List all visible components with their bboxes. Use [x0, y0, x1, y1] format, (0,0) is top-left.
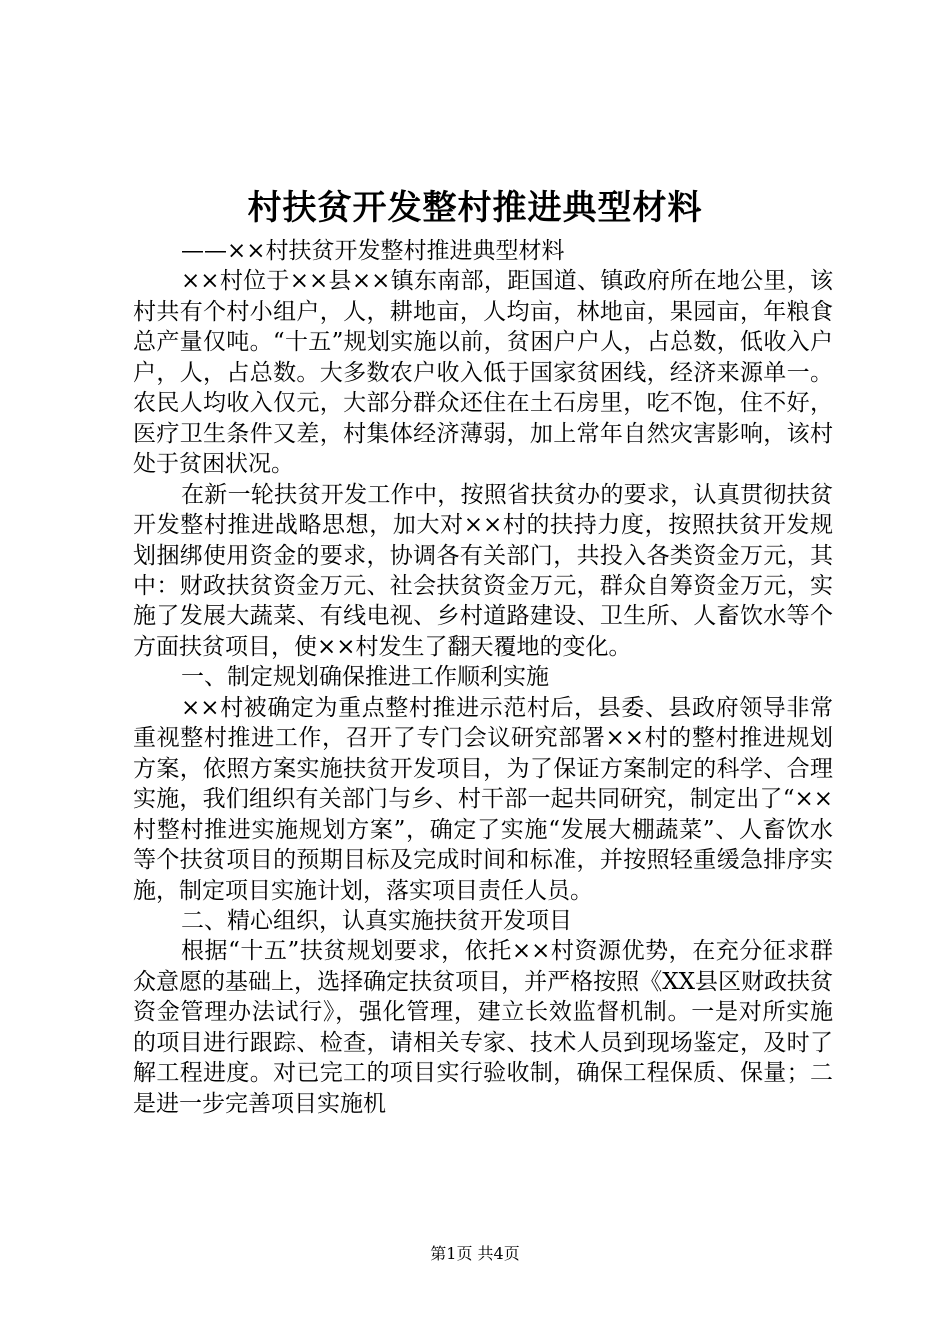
document-subtitle: ——××村扶贫开发整村推进典型材料: [181, 238, 565, 264]
section-heading-2: 二、精心组织，认真实施扶贫开发项目: [181, 907, 572, 934]
paragraph-implementation: 根据“十五”扶贫规划要求，依托××村资源优势，在充分征求群众意愿的基础上，选择确定扶贫项目，并严格按照《XX县区财政扶贫资金管理办法试行》，强化管理，建立长效监督机制。一是对所实施的项目进行跟踪、检查，请相关专家、技术人员到现场鉴定，及时了解工程进度。对已完工的项目实行验收制，确保工程保质、保量；二是进一步完善项目实施机: [133, 938, 833, 1117]
paragraph-village-overview: ××村位于××县××镇东南部，距国道、镇政府所在地公里，该村共有个村小组户，人，耕地亩，人均亩，林地亩，果园亩，年粮食总产量仅吨。“十五”规划实施以前，贫困户户人，占总数，低收入户户，人，占总数。大多数农户收入低于国家贫困线，经济来源单一。农民人均收入仅元，大部分群众还住在土石房里，吃不饱，住不好，医疗卫生条件又差，村集体经济薄弱，加上常年自然灾害影响，该村处于贫困状况。: [133, 268, 833, 478]
paragraph-poverty-alleviation-work: 在新一轮扶贫开发工作中，按照省扶贫办的要求，认真贯彻扶贫开发整村推进战略思想，加大对××村的扶持力度，按照扶贫开发规划捆绑使用资金的要求，协调各有关部门，共投入各类资金万元，其中：财政扶贫资金万元、社会扶贫资金万元，群众自筹资金万元，实施了发展大蔬菜、有线电视、乡村道路建设、卫生所、人畜饮水等个方面扶贫项目，使××村发生了翻天覆地的变化。: [133, 481, 833, 660]
document-body: [133, 236, 833, 1119]
section-heading-1: 一、制定规划确保推进工作顺利实施: [181, 664, 549, 691]
paragraph-planning: ××村被确定为重点整村推进示范村后，县委、县政府领导非常重视整村推进工作，召开了专门会议研究部署××村的整村推进规划方案，依照方案实施扶贫开发项目，为了保证方案制定的科学、合理实施，我们组织有关部门与乡、村干部一起共同研究，制定出了“××村整村推进实施规划方案”，确定了实施“发展大棚蔬菜”、人畜饮水等个扶贫项目的预期目标及完成时间和标准，并按照轻重缓急排序实施，制定项目实施计划，落实项目责任人员。: [133, 694, 833, 904]
document-title: 村扶贫开发整村推进典型材料: [247, 188, 703, 228]
page-footer: 第1页 共4页: [430, 1244, 520, 1263]
